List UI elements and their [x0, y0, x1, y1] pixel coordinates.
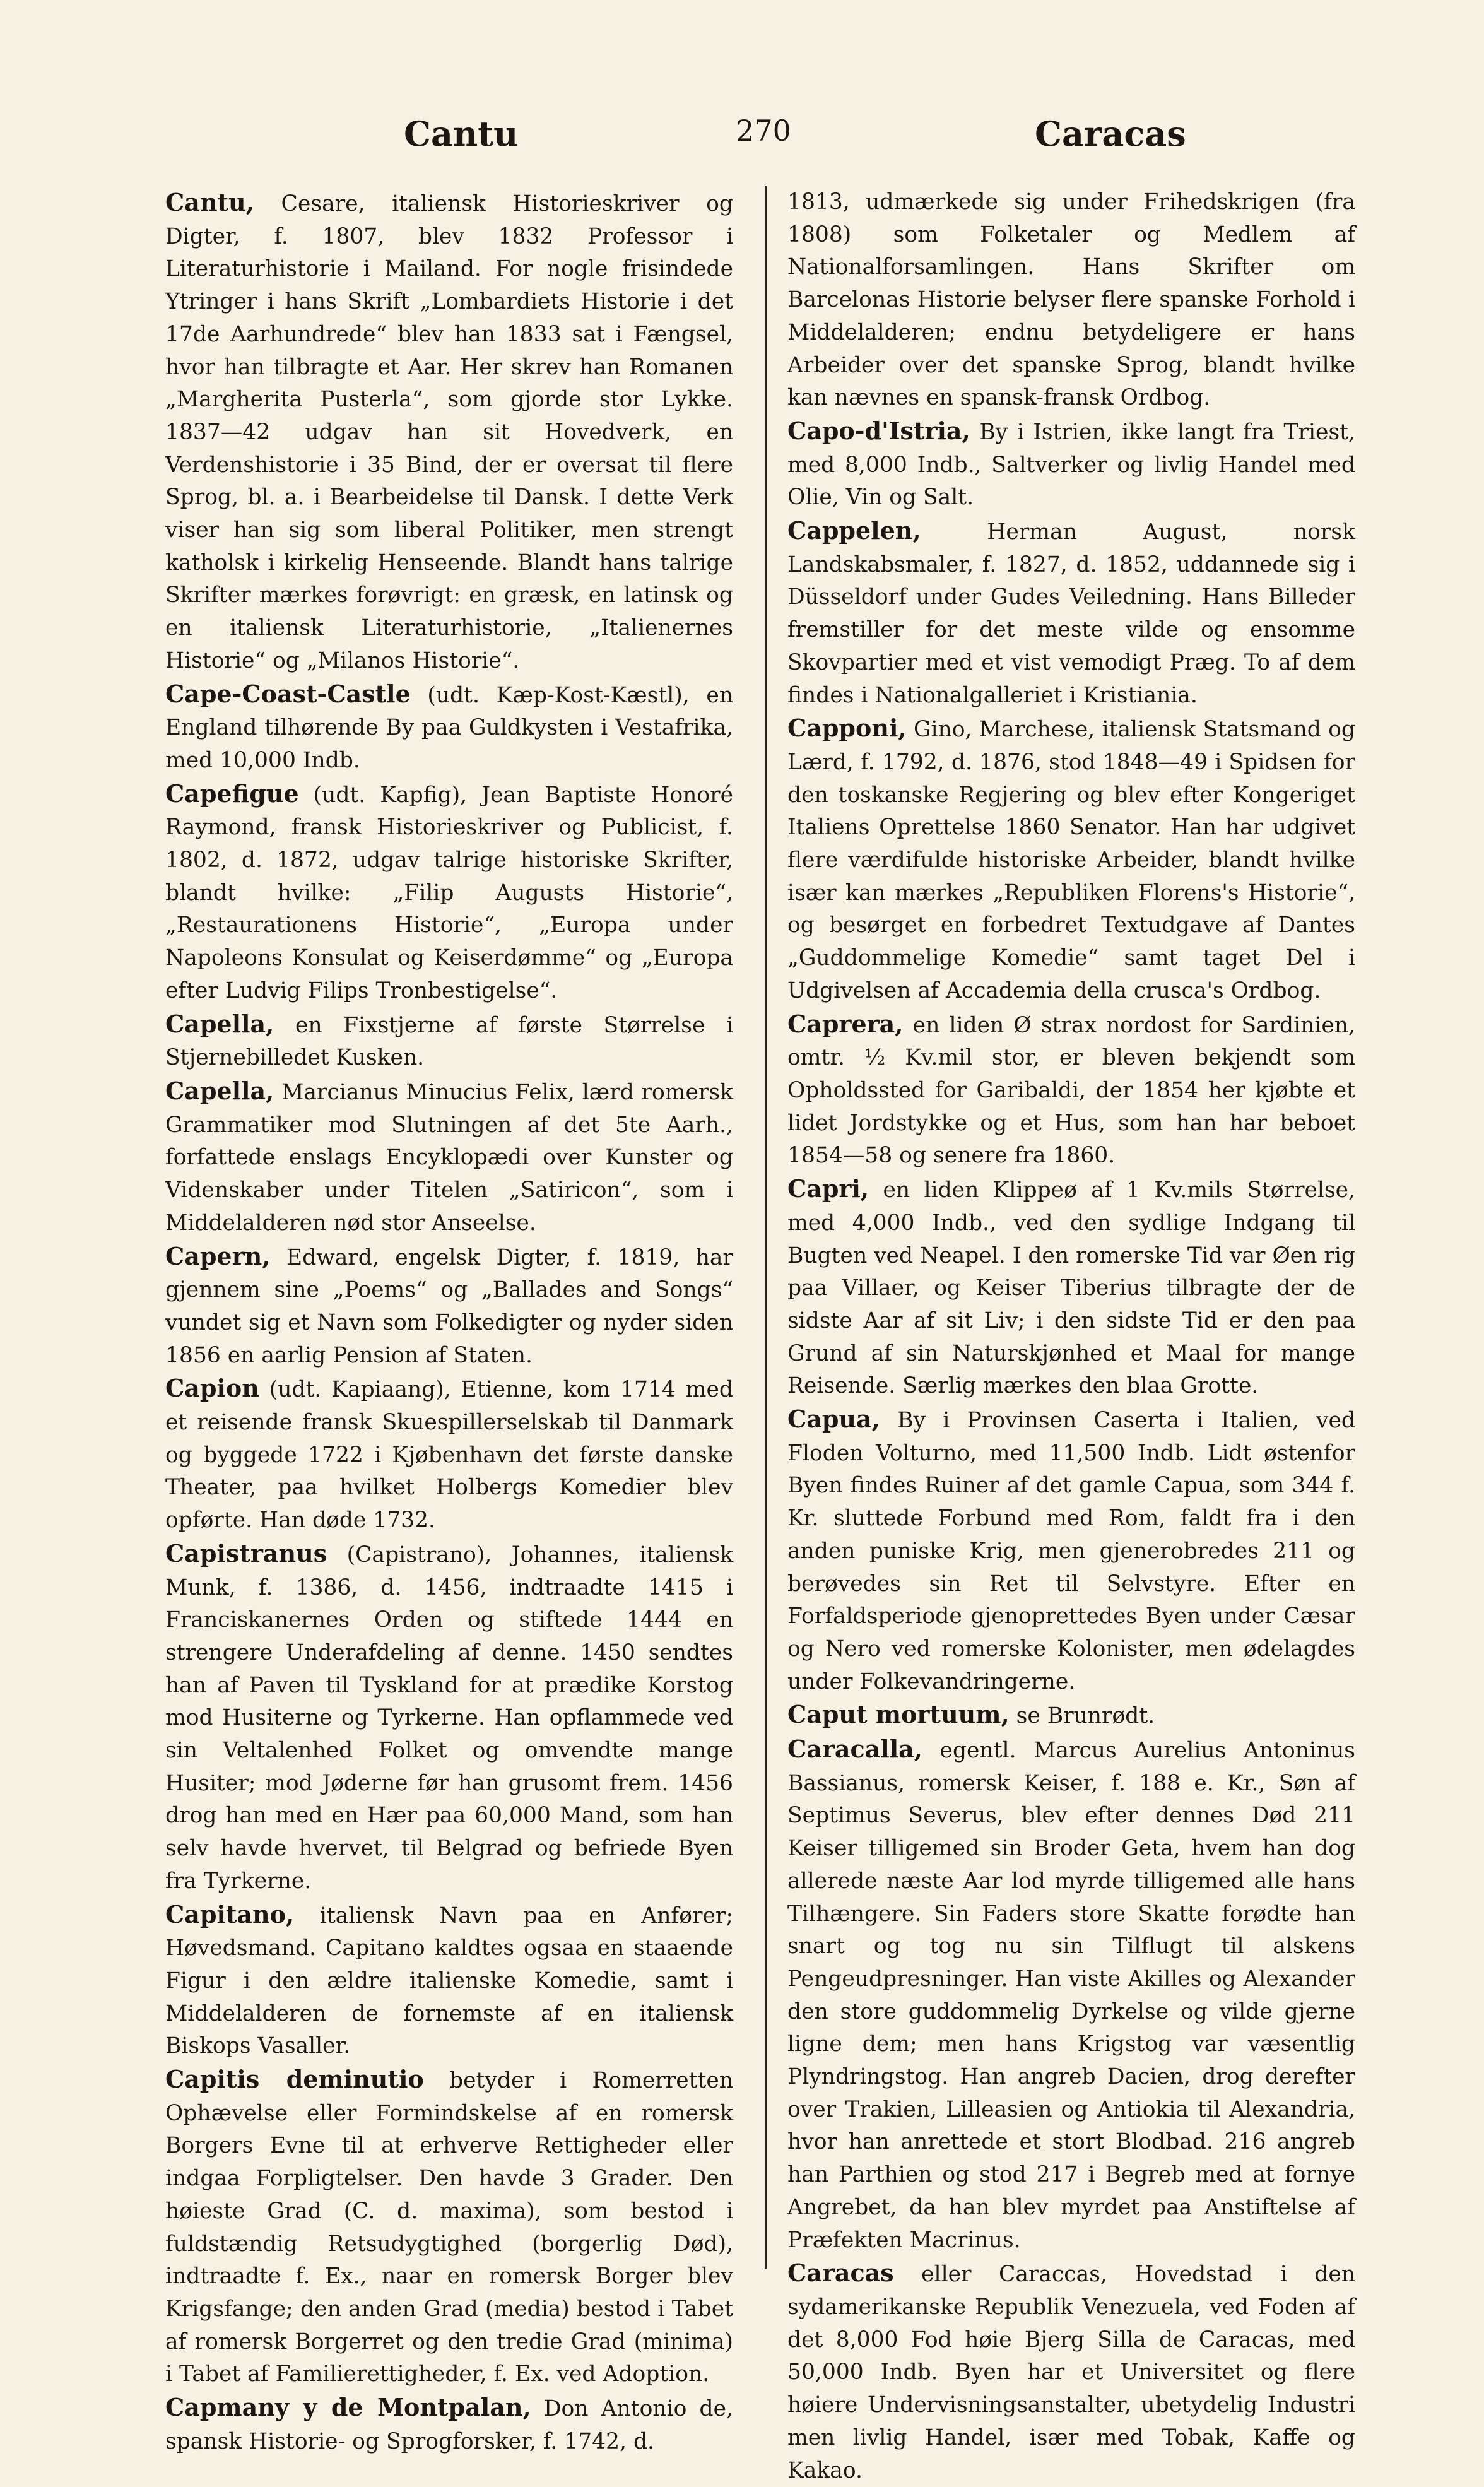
- column-divider: [765, 186, 767, 2269]
- entry-text: betyder i Romerretten Ophævelse eller Formindskelse af en romersk Borgers Evne til at erhverve Rettigheder eller indgaa Forpligtelser. Den havde 3 Grader. Den høieste Grad (C. d. maxima), som bestod i fuldstændig Retsudygtighed (borgerlig Død), indtraadte f. Ex., naar en romersk Borger blev Krigsfange; den anden Grad (media) bestod i Tabet af romersk Borgerret og den tredie Grad (minima) i Tabet af Familierettigheder, f. Ex. ved Adoption.: [165, 2068, 734, 2387]
- headword: Capitis deminutio: [165, 2065, 424, 2094]
- entry-text: (udt. Kæp-Kost-Kæstl), en England tilhørende By paa Guldkysten i Vestafrika, med 10,000 Indb.: [165, 682, 734, 773]
- entry-text: Edward, engelsk Digter, f. 1819, har gjennem sine „Poems“ og „Ballades and Songs“ vundet sig et Navn som Folkedigter og nyder siden 1856 en aarlig Pension af Staten.: [165, 1244, 733, 1368]
- entry-capitis-deminutio: [165, 2063, 733, 2391]
- headword: Capella,: [165, 1076, 274, 1105]
- entry-text: (Capistrano), Johannes, italiensk Munk, f. 1386, d. 1456, indtraadte 1415 i Franciskanernes Orden og stiftede 1444 en strengere Underafdeling af denne. 1450 sendtes han af Paven til Tyskland for at prædike Korstog mod Husiterne og Tyrkerne. Han opflammede ved sin Veltalenhed Folket og omvendte mange Husiter; mod Jøderne før han grusomt frem. 1456 drog han med en Hær paa 60,000 Mand, som han selv havde hvervet, til Belgrad og befriede Byen fra Tyrkerne.: [165, 1542, 733, 1894]
- entry-capua: [787, 1403, 1355, 1698]
- entry-cape-coast-castle: [165, 678, 733, 777]
- entry-text: By i Provinsen Caserta i Italien, ved Floden Volturno, med 11,500 Indb. Lidt østenfor Byen findes Ruiner af det gamle Capua, som 344 f. Kr. sluttede Forbund med Rom, faldt fra i den anden puniske Krig, men gjenerobredes 211 og berøvedes sin Ret til Selvstyre. Efter en Forfaldsperiode gjenoprettedes Byen under Cæsar og Nero ved romerske Kolonister, men ødelagdes under Folkevandringerne.: [787, 1408, 1356, 1694]
- entry-capo-distria: [787, 415, 1355, 514]
- headword: Caput mortuum,: [787, 1700, 1010, 1729]
- entry-capern: [165, 1240, 733, 1373]
- entry-caracas: [787, 2257, 1355, 2487]
- entry-capella-star: [165, 1008, 733, 1075]
- headword: Cape-Coast-Castle: [165, 679, 411, 708]
- headword: Capmany y de Montpalan,: [165, 2393, 531, 2422]
- entry-capmany-continued: [787, 186, 1355, 415]
- entry-text: Don Antonio de, spansk Historie- og Sprogforsker, f. 1742, d.: [165, 2396, 734, 2454]
- entry-text: 1813, udmærkede sig under Frihedskrigen (fra 1808) som Folketaler og Medlem af Nationalforsamlingen. Hans Skrifter om Barcelonas Historie belyser flere spanske Forhold i Middelalderen; endnu betydeligere er hans Arbeider over det spanske Sprog, blandt hvilke kan nævnes en spansk-fransk Ordbog.: [787, 189, 1355, 411]
- page-number: 270: [736, 114, 791, 148]
- entry-caput-mortuum: [787, 1698, 1355, 1733]
- entry-text: Gino, Marchese, italiensk Statsmand og Lærd, f. 1792, d. 1876, stod 1848—49 i Spidsen for den toskanske Regjering og blev efter Kongeriget Italiens Oprettelse 1860 Senator. Han har udgivet flere værdifulde historiske Arbeider, blandt hvilke især kan mærkes „Republiken Florens's Historie“, og besørget en forbedret Textudgave af Dantes „Guddommelige Komedie“ samt taget Del i Udgivelsen af Accademia della crusca's Ordbog.: [787, 717, 1356, 1003]
- entry-cappelen: [787, 514, 1355, 712]
- headword: Capella,: [165, 1009, 274, 1038]
- headword: Capion: [165, 1374, 259, 1403]
- entry-text: en Fixstjerne af første Størrelse i Stjernebilledet Kusken.: [165, 1012, 733, 1071]
- entry-text: By i Istrien, ikke langt fra Triest, med 8,000 Indb., Saltverker og livlig Handel med Olie, Vin og Salt.: [787, 419, 1356, 511]
- running-head-right: Caracas: [1035, 114, 1186, 154]
- entry-text: italiensk Navn paa en Anfører; Høvedsmand. Capitano kaldtes ogsaa en staaende Figur i den ældre italienske Komedie, samt i Middelalderen de fornemste af en italiensk Biskops Vasaller.: [165, 1903, 734, 2059]
- entry-text: Herman August, norsk Landskabsmaler, f. 1827, d. 1852, uddannede sig i Düsseldorf under Gudes Veiledning. Hans Billeder fremstiller for det meste vilde og ensomme Skovpartier med et vist vemodigt Præg. To af dem findes i Nationalgalleriet i Kristiania.: [787, 519, 1355, 708]
- headword: Capefigue: [165, 779, 299, 808]
- entry-capitano: [165, 1898, 733, 2064]
- entry-text: se Brunrødt.: [1016, 1703, 1155, 1729]
- right-column: [787, 186, 1356, 2483]
- headword: Capo-d'Istria,: [787, 416, 970, 445]
- headword: Caracalla,: [787, 1735, 922, 1764]
- entry-capistranus: [165, 1537, 733, 1898]
- entry-text: (udt. Kapiaang), Etienne, kom 1714 med et reisende fransk Skuespillerselskab til Danmark og byggede 1722 i Kjøbenhavn det første danske Theater, paa hvilket Holbergs Komedier blev opførte. Han døde 1732.: [165, 1377, 734, 1533]
- headword: Capistranus: [165, 1539, 327, 1568]
- entry-caprera: [787, 1008, 1355, 1173]
- entry-capmany: [165, 2391, 733, 2458]
- headword: Capri,: [787, 1174, 869, 1203]
- left-column: [165, 186, 734, 2454]
- headword: Capern,: [165, 1241, 271, 1270]
- entry-text: egentl. Marcus Aurelius Antoninus Bassianus, romersk Keiser, f. 188 e. Kr., Søn af Septimus Severus, blev efter dennes Død 211 Keiser tilligemed sin Broder Geta, hvem han dog allerede næste Aar lod myrde tilligemed alle hans Tilhængere. Sin Faders store Skatte forødte han snart og tog nu sin Tilflugt til alskens Pengeudpresninger. Han viste Akilles og Alexander den store guddommelig Dyrkelse og vilde gjerne ligne dem; men hans Krigstog var væsentlig Plyndringstog. Han angreb Dacien, drog derefter over Trakien, Lilleasien og Antiokia til Alexandria, hvor han anrettede et stort Blodbad. 216 angreb han Parthien og stod 217 i Begreb med at fornye Angrebet, da han blev myrdet paa Anstiftelse af Præfekten Macrinus.: [787, 1738, 1355, 2253]
- entry-caracalla: [787, 1733, 1355, 2257]
- entry-capefigue: [165, 777, 733, 1008]
- entry-text: eller Caraccas, Hovedstad i den sydamerikanske Republik Venezuela, ved Foden af det 8,000 Fod høie Bjerg Silla de Caracas, med 50,000 Indb. Byen har et Universitet og flere høiere Undervisningsanstalter, ubetydelig Industri men livlig Handel, især med Tobak, Kaffe og Kakao.: [787, 2262, 1356, 2483]
- entry-text: en liden Klippeø af 1 Kv.mils Størrelse, med 4,000 Indb., ved den sydlige Indgang til Bugten ved Neapel. I den romerske Tid var Øen rig paa Villaer, og Keiser Tiberius tilbragte der de sidste Aar af sit Liv; i den sidste Tid er den paa Grund af sin Naturskjønhed et Maal for mange Reisende. Særlig mærkes den blaa Grotte.: [787, 1178, 1355, 1399]
- headword: Cappelen,: [787, 516, 921, 545]
- entry-capri: [787, 1173, 1355, 1403]
- headword: Caprera,: [787, 1009, 904, 1038]
- entry-text: (udt. Kapfig), Jean Baptiste Honoré Raymond, fransk Historieskriver og Publicist, f. 1802, d. 1872, udgav talrige historiske Skrifter, blandt hvilke: „Filip Augusts Historie“, „Restaurationens Historie“, „Europa under Napoleons Konsulat og Keiserdømme“ og „Europa efter Ludvig Filips Tronbestigelse“.: [165, 782, 733, 1003]
- entry-text: Marcianus Minucius Felix, lærd romersk Grammatiker mod Slutningen af det 5te Aarh., forfattede enslags Encyklopædi over Kunster og Videnskaber under Titelen „Satiricon“, som i Middelalderen nød stor Anseelse.: [165, 1079, 733, 1236]
- headword: Caracas: [787, 2259, 894, 2288]
- headword: Capua,: [787, 1405, 880, 1434]
- headword: Capitano,: [165, 1899, 295, 1929]
- running-head-left: Cantu: [404, 114, 519, 154]
- entry-text: Cesare, italiensk Historieskriver og Digter, f. 1807, blev 1832 Professor i Literaturhistorie i Mailand. For nogle frisindede Ytringer i hans Skrift „Lombardiets Historie i det 17de Aarhundrede“ blev han 1833 sat i Fængsel, hvor han tilbragte et Aar. Her skrev han Romanen „Margherita Pusterla“, som gjorde stor Lykke. 1837—42 udgav han sit Hovedverk, en Verdenshistorie i 35 Bind, der er oversat til flere Sprog, bl. a. i Bearbeidelse til Dansk. I dette Verk viser han sig som liberal Politiker, men strengt katholsk i kirkelig Henseende. Blandt hans talrige Skrifter mærkes forøvrigt: en græsk, en latinsk og en italiensk Literaturhistorie, „Italienernes Historie“ og „Milanos Historie“.: [165, 191, 733, 673]
- entry-capponi: [787, 712, 1355, 1007]
- entry-capella-person: [165, 1075, 733, 1240]
- entry-text: en liden Ø strax nordost for Sardinien, omtr. ½ Kv.mil stor, er bleven bekjendt som Opholdssted for Garibaldi, der 1854 her kjøbte et lidet Jordstykke og et Hus, som han har beboet 1854—58 og senere fra 1860.: [787, 1012, 1355, 1169]
- headword: Cantu,: [165, 188, 254, 216]
- entry-cantu: [165, 186, 733, 678]
- entry-capion: [165, 1372, 733, 1537]
- headword: Capponi,: [787, 714, 907, 743]
